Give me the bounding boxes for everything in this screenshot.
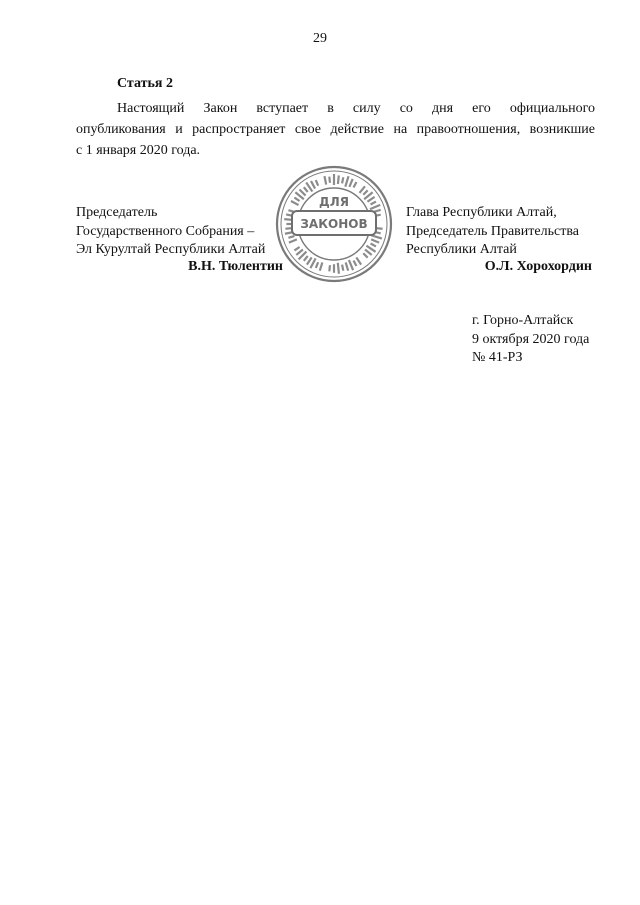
stamp-line-1: ДЛЯ <box>319 195 349 209</box>
stamp-ring-mark <box>371 235 382 238</box>
stamp-ring-mark <box>304 187 308 192</box>
law-number: № 41-РЗ <box>472 350 523 365</box>
stamp-ring-mark <box>324 176 326 184</box>
stamp-ring-mark <box>371 202 376 205</box>
stamp-ring-mark <box>365 250 372 255</box>
signatory-left-name: В.Н. Тюлентин <box>188 259 283 274</box>
stamp-ring-mark <box>346 262 349 270</box>
stamp-line-2: ЗАКОНОВ <box>300 217 368 231</box>
stamp-ring-mark <box>367 197 374 202</box>
stamp-ring-mark <box>370 205 380 209</box>
stamp-ring-mark <box>338 263 339 274</box>
signatory-right-line: Республики Алтай <box>406 242 517 257</box>
stamp-ring-mark <box>356 257 361 264</box>
stamp-ring-mark <box>299 189 305 195</box>
signatory-left-line: Председатель <box>76 205 158 220</box>
signatory-left-line: Государственного Собрания – <box>76 223 255 239</box>
paragraph-line: с 1 января 2020 года. <box>76 143 201 158</box>
stamp-ring-mark <box>316 180 318 186</box>
stamp-ring-mark <box>363 253 367 257</box>
article-paragraph <box>76 98 595 161</box>
stamp-ring-mark <box>329 177 330 183</box>
stamp-ring-mark <box>354 182 357 187</box>
stamp-ring-mark <box>329 265 330 271</box>
stamp-ring-mark <box>307 257 312 264</box>
stamp-ring-mark <box>360 186 365 193</box>
page-number: 29 <box>313 31 327 46</box>
stamp-ring-mark <box>338 175 339 184</box>
article-title: Статья 2 <box>117 76 173 91</box>
paragraph-line: опубликования и распространяет свое действие на правоотношения, возникшие <box>76 122 595 137</box>
stamp-ring-mark <box>316 262 318 268</box>
place-date-block <box>472 312 589 368</box>
stamp-ring-mark <box>291 201 299 205</box>
paragraph-line: Настоящий Закон вступает в силу со дня его официального <box>117 101 595 116</box>
law-date: 9 октября 2020 года <box>472 331 590 347</box>
stamp-ring-mark <box>371 244 376 247</box>
stamp-ring-mark <box>354 261 357 266</box>
stamp-ring-mark <box>304 256 308 261</box>
stamp-ring-mark <box>371 239 379 242</box>
official-stamp <box>274 164 394 284</box>
stamp-ring-mark <box>349 260 353 270</box>
signatory-right-line: Председатель Правительства <box>406 223 579 239</box>
stamp-ring-mark <box>289 239 297 242</box>
stamp-ring-mark <box>296 250 303 255</box>
stamp-ring-mark <box>311 181 315 189</box>
stamp-ring-mark <box>288 236 294 238</box>
stamp-ring-mark <box>349 179 352 187</box>
stamp-ring-mark <box>363 190 367 194</box>
stamp-ring-mark <box>345 176 348 187</box>
signatory-left-line: Эл Курултай Республики Алтай <box>76 242 266 257</box>
signatory-right-line: Глава Республики Алтай, <box>406 205 557 220</box>
signatory-right-name: О.Л. Хорохордин <box>484 259 592 274</box>
stamp-ring-mark <box>294 198 299 201</box>
stamp-ring-mark <box>342 265 343 271</box>
city: г. Горно-Алтайск <box>472 313 574 328</box>
signatory-left-title <box>76 204 265 260</box>
stamp-ring-mark <box>320 262 323 270</box>
stamp-ring-mark <box>342 177 343 183</box>
signatory-right-title <box>406 204 579 260</box>
stamp-ring-mark <box>294 247 299 250</box>
